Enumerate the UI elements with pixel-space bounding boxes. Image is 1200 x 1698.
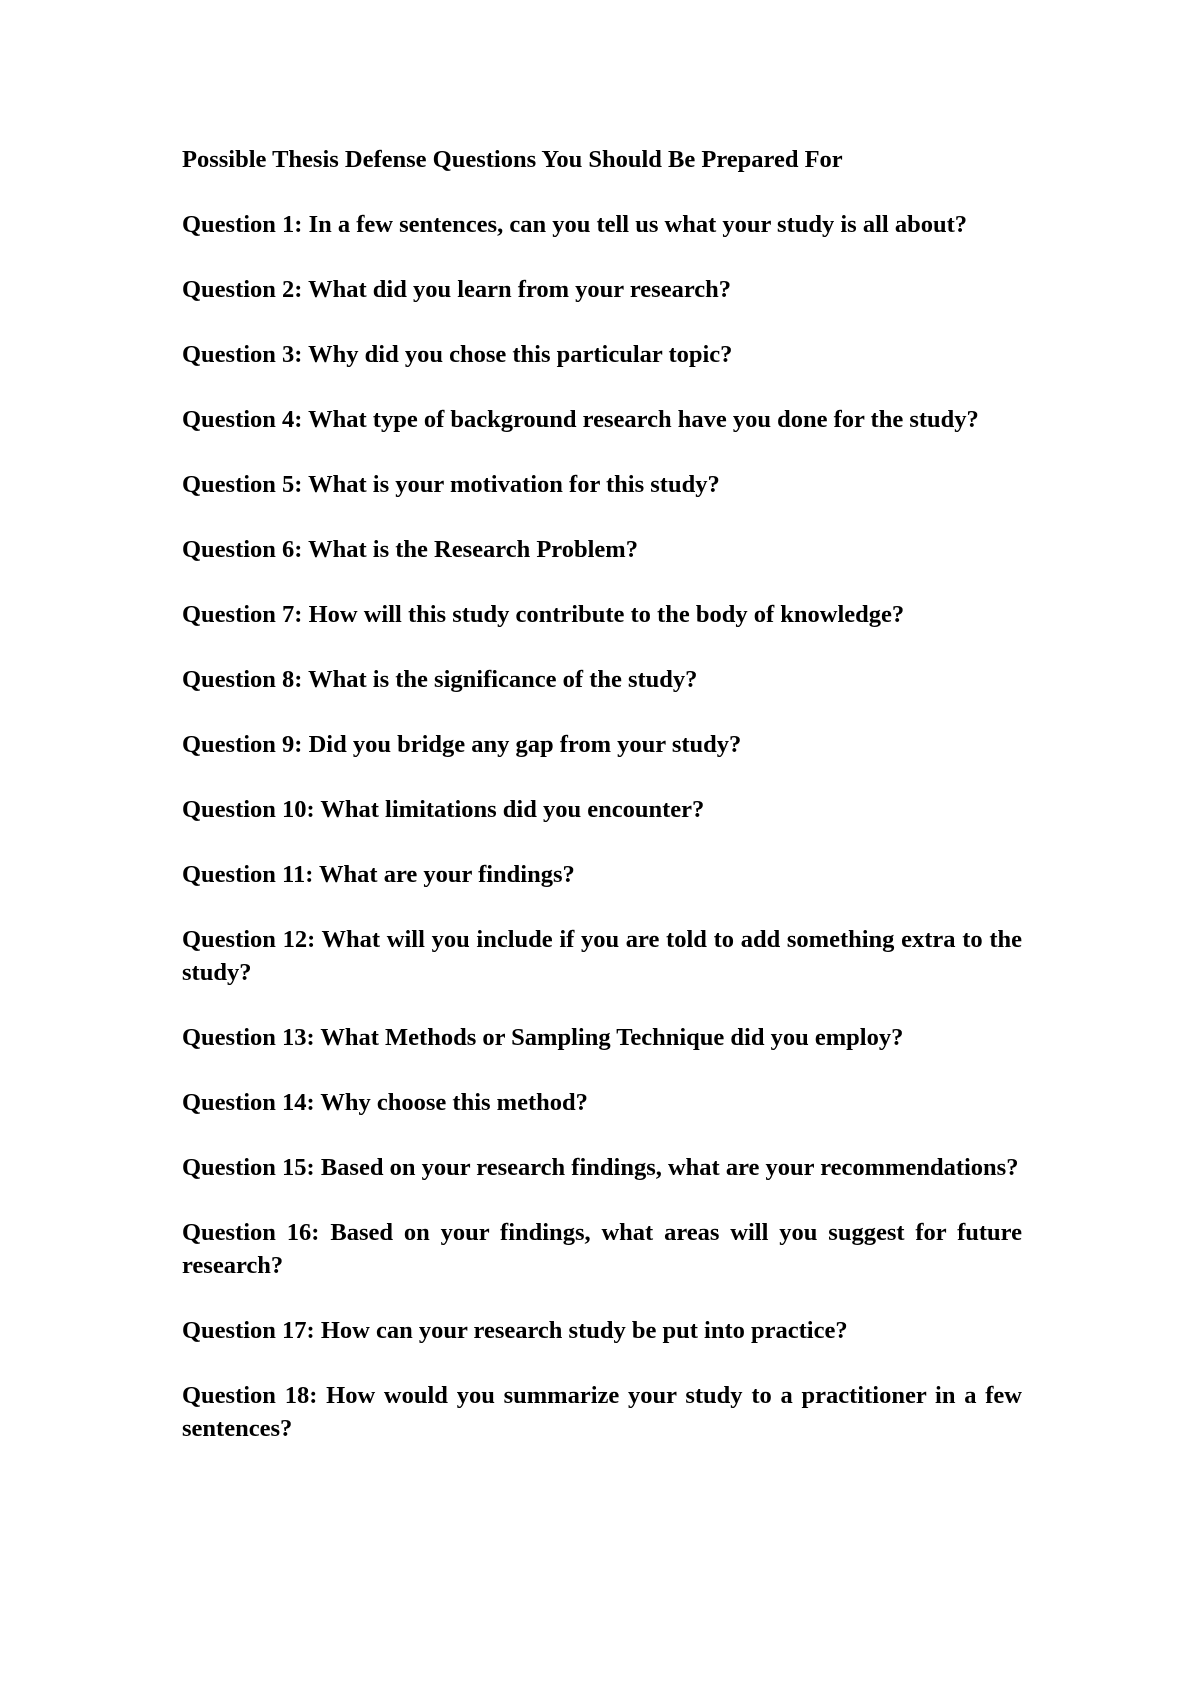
question-item: Question 3: Why did you chose this particular topic? <box>182 341 733 368</box>
question-item: Question 1: In a few sentences, can you tell us what your study is all about? <box>182 211 967 238</box>
question-item: Question 15: Based on your research findings, what are your recommendations? <box>182 1154 1019 1181</box>
question-item: Question 7: How will this study contribute to the body of knowledge? <box>182 601 905 628</box>
document-title: Possible Thesis Defense Questions You Should Be Prepared For <box>182 146 843 173</box>
question-item: Question 10: What limitations did you encounter? <box>182 796 705 823</box>
question-item: Question 14: Why choose this method? <box>182 1089 588 1116</box>
question-item: Question 9: Did you bridge any gap from your study? <box>182 731 742 758</box>
question-item: Question 8: What is the significance of the study? <box>182 666 698 693</box>
question-item: Question 5: What is your motivation for this study? <box>182 471 720 498</box>
question-item: Question 18: How would you summarize your study to a practitioner in a few sentences? <box>182 1382 1022 1442</box>
question-item: Question 16: Based on your findings, what areas will you suggest for future research? <box>182 1219 1022 1279</box>
question-list <box>182 208 1022 1445</box>
document-body <box>182 143 1022 1477</box>
question-item: Question 2: What did you learn from your research? <box>182 276 732 303</box>
question-item: Question 17: How can your research study be put into practice? <box>182 1317 848 1344</box>
question-item: Question 11: What are your findings? <box>182 861 575 888</box>
question-item: Question 12: What will you include if you are told to add something extra to the study? <box>182 926 1022 986</box>
question-item: Question 13: What Methods or Sampling Technique did you employ? <box>182 1024 904 1051</box>
question-item: Question 6: What is the Research Problem? <box>182 536 638 563</box>
question-item: Question 4: What type of background research have you done for the study? <box>182 406 979 433</box>
